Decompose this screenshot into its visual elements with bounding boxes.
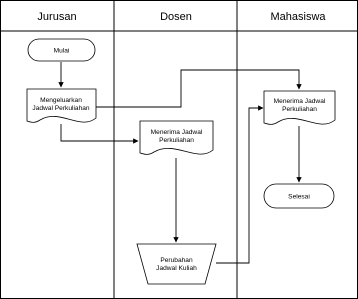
node-mahasiswa-menerima-line2: Perkuliahan: [282, 106, 317, 113]
lane-title-mahasiswa: Mahasiswa: [270, 11, 326, 23]
node-mulai: [28, 39, 95, 61]
node-dosen-menerima-jadwal: [140, 121, 213, 154]
node-perubahan-line1: Perubahan: [160, 257, 193, 264]
node-selesai: [264, 184, 334, 208]
node-mahasiswa-menerima-jadwal: [264, 91, 335, 124]
node-selesai-label: Selesai: [288, 193, 310, 201]
node-mengeluarkan-jadwal: [27, 89, 96, 122]
lane-title-jurusan: Jurusan: [37, 11, 77, 23]
node-dosen-menerima-line2: Perkuliahan: [159, 137, 194, 144]
node-mengeluarkan-line1: Mengeluarkan: [40, 97, 82, 104]
node-mulai-label: Mulai: [53, 47, 70, 55]
lane-title-dosen: Dosen: [160, 11, 192, 23]
edge-perubahan-to-mhs-terima: [216, 108, 263, 263]
node-mahasiswa-menerima-line1: Menerima Jadwal: [273, 98, 326, 105]
edge-keluarkan-to-dosen-terima: [61, 124, 138, 141]
node-mengeluarkan-line2: Jadwal Perkuliahan: [32, 105, 90, 112]
node-dosen-menerima-line1: Menerima Jadwal: [150, 129, 203, 136]
node-perubahan-jadwal: [137, 244, 216, 284]
manual-operation-shape: [137, 244, 216, 284]
node-perubahan-line2: Jadwal Kuliah: [156, 265, 197, 272]
